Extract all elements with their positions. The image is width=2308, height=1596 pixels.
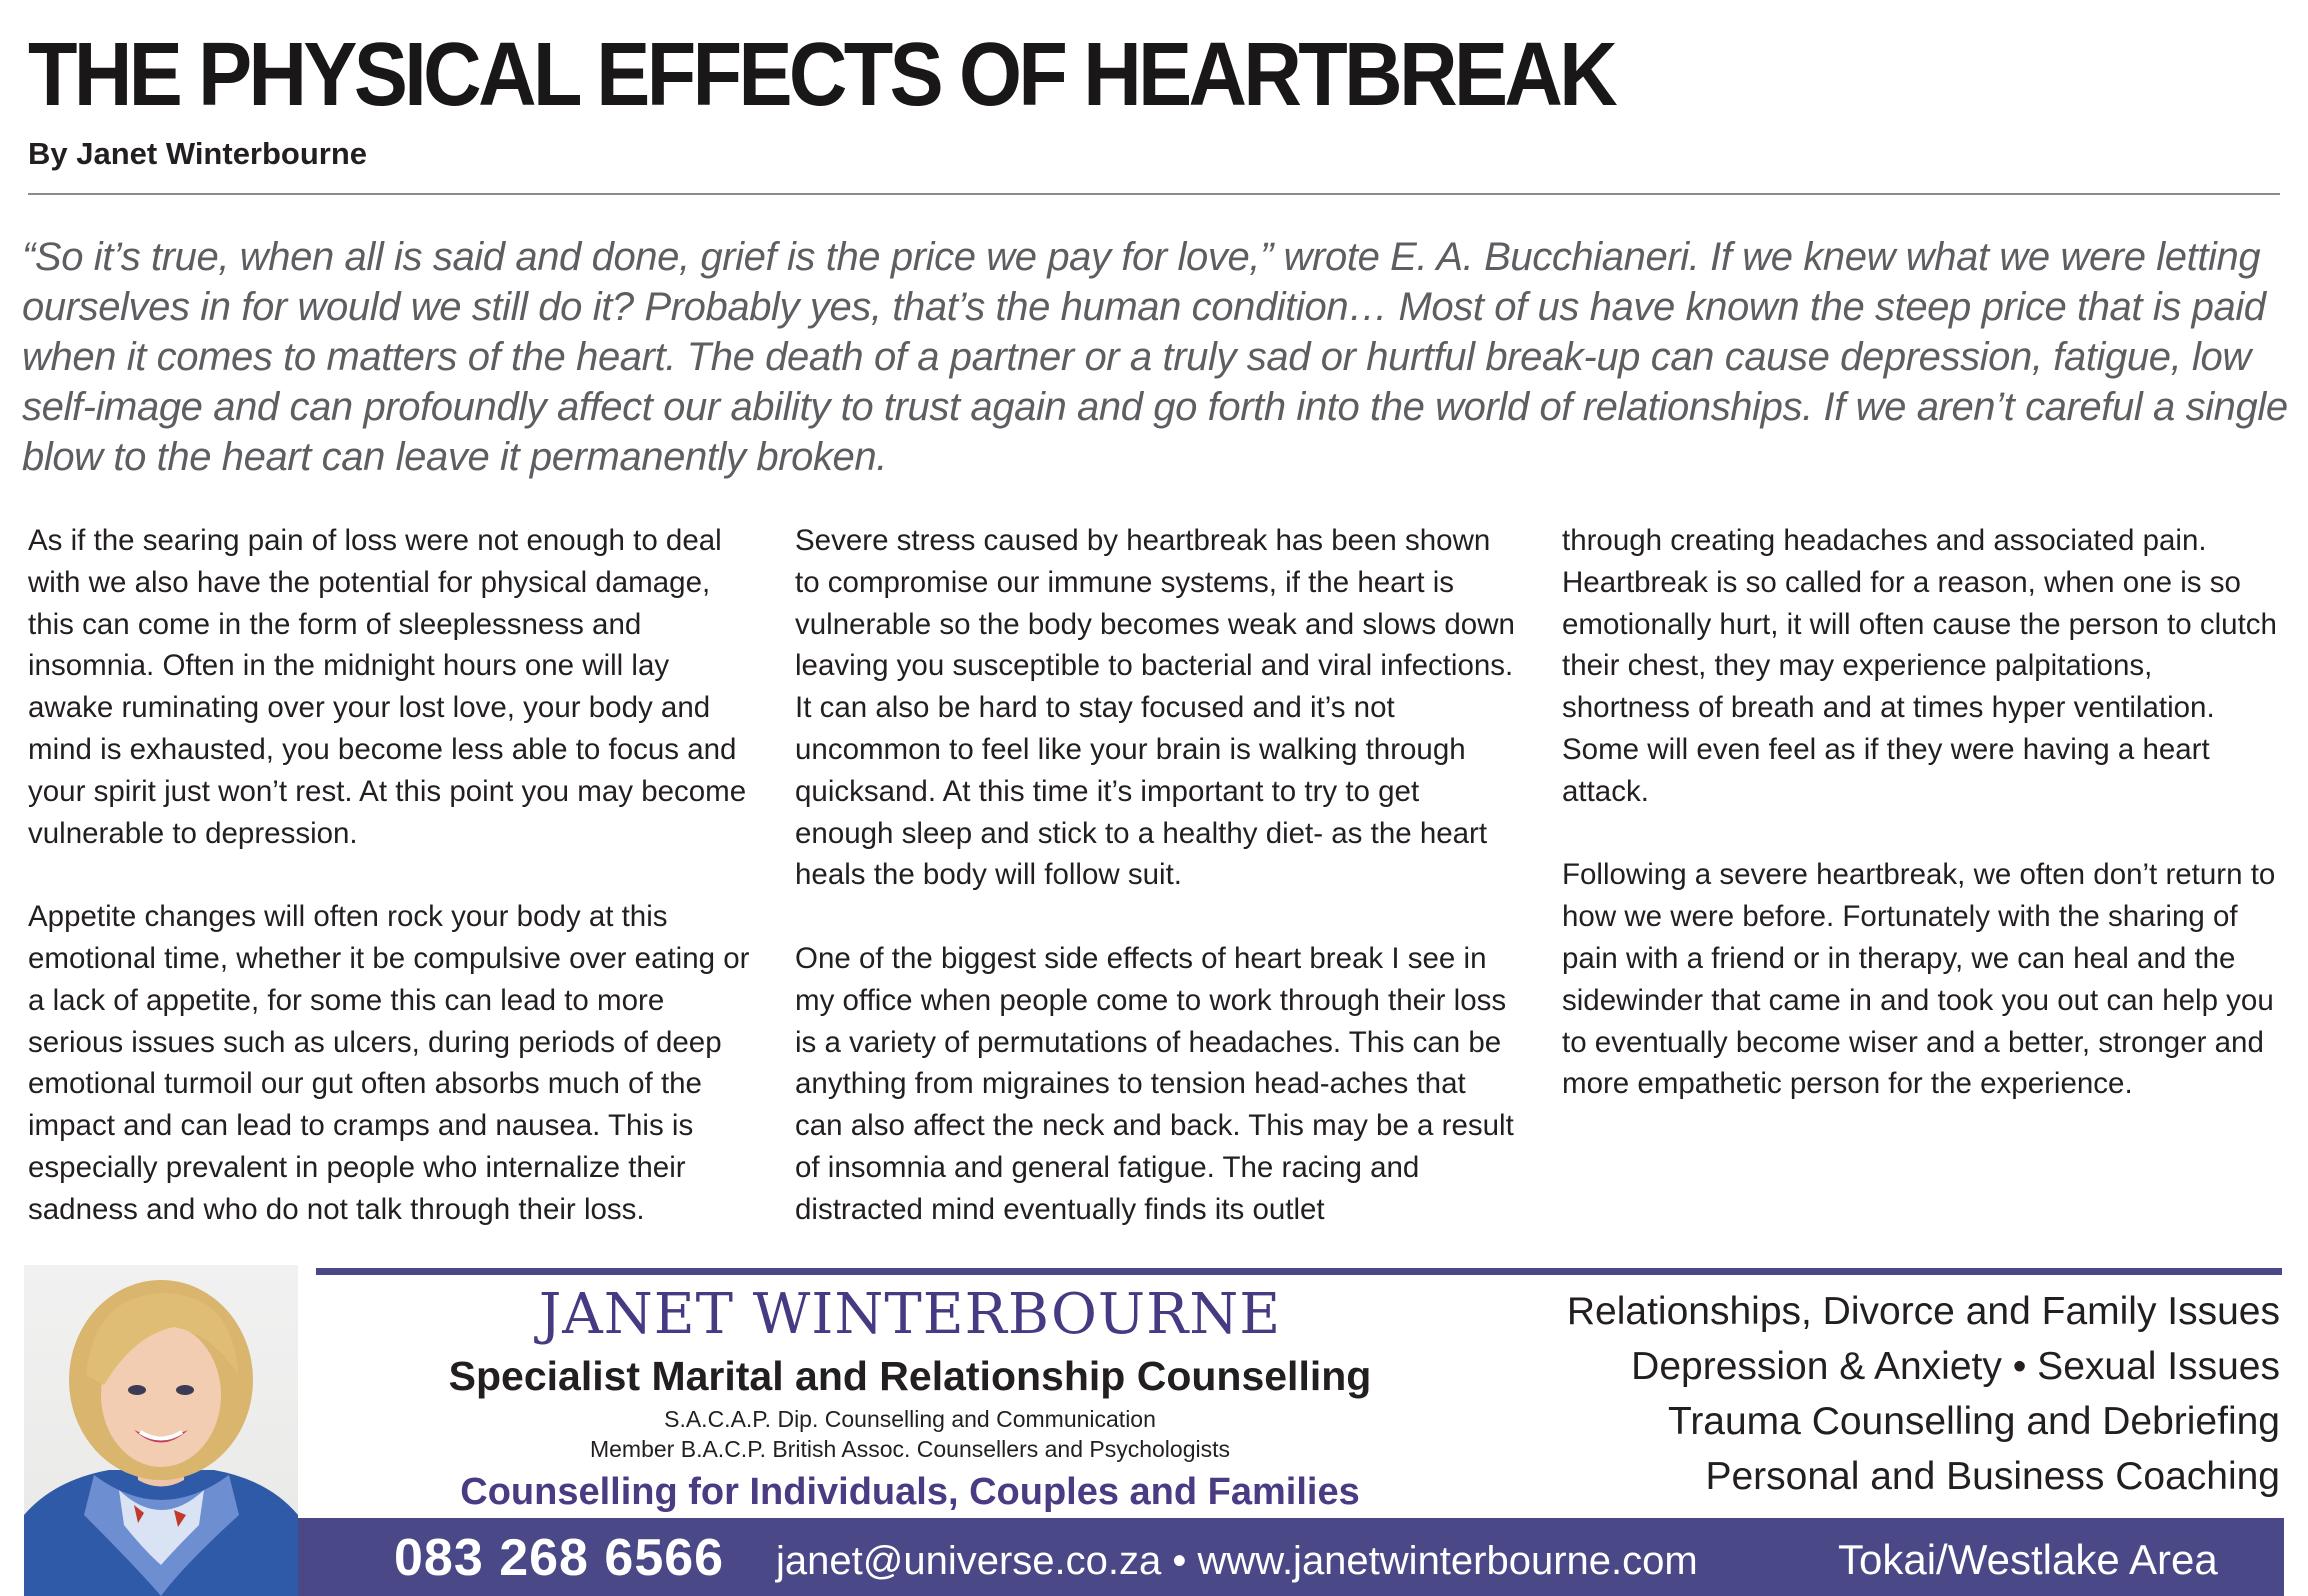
service-item: Personal and Business Coaching: [1705, 1455, 2280, 1498]
counsellor-portrait: [24, 1265, 298, 1596]
service-item: Trauma Counselling and Debriefing: [1667, 1400, 2280, 1443]
phone-number: 083 268 6566: [394, 1529, 725, 1587]
email-and-website: janet@universe.co.za • www.janetwinterbourne.com: [776, 1539, 1698, 1583]
service-item: Relationships, Divorce and Family Issues: [1566, 1290, 2280, 1333]
column-3-paragraph-1: through creating headaches and associated pain. Heartbreak is so called for a reason, when one is so emotionally hurt, it will often cause the person to clutch their chest, they may experience palpitations, shortness of breath and at times hyper ventilation. Some will even feel as if they were having a heart attack.: [1562, 524, 2277, 808]
contact-bar: [298, 1518, 2284, 1596]
column-1-paragraph-1: As if the searing pain of loss were not enough to deal with we also have the potential for physical damage, this can come in the form of sleeplessness and insomnia. Often in the midnight hours one will lay awake ruminating over your lost love, your body and mind is exhausted, you become less able to focus and your spirit just won’t rest. At this point you may become vulnerable to depression.: [28, 524, 747, 850]
ad-top-line: [316, 1268, 2282, 1275]
article-title: THE PHYSICAL EFFECTS OF HEARTBREAK: [28, 25, 1615, 125]
service-item: Depression & Anxiety • Sexual Issues: [1631, 1345, 2280, 1388]
column-2: [795, 520, 1519, 1231]
counselling-tagline: Counselling for Individuals, Couples and Families: [460, 1471, 1360, 1513]
specialist-heading: Specialist Marital and Relationship Counselling: [448, 1353, 1372, 1399]
column-3: [1562, 520, 2286, 1231]
header-rule: [28, 193, 2280, 195]
intro-quote: “So it’s true, when all is said and done, grief is the price we pay for love,” wrote E. A. Bucchianeri. If we knew what we were letting ourselves in for would we still do it? Probably yes, that’s the human condition… Most of us have known the steep price that is paid when it comes to matters of the heart. The death of a partner or a truly sad or hurtful break-up can cause depression, fatigue, low self-image and can profoundly affect our ability to trust again and go forth into the world of relationships. If we aren’t careful a single blow to the heart can leave it permanently broken.: [22, 235, 2288, 479]
column-1: [28, 520, 752, 1231]
article-columns: [28, 520, 2286, 1231]
qualification-1: S.A.C.A.P. Dip. Counselling and Communication: [664, 1406, 1156, 1432]
portrait-illustration: [24, 1265, 298, 1596]
column-3-paragraph-2: Following a severe heartbreak, we often don’t return to how we were before. Fortunately with the sharing of pain with a friend or in therapy, we can heal and the sidewinder that came in and took you out can help you to eventually become wiser and a better, stronger and more empathetic person for the experience.: [1562, 858, 2276, 1101]
counsellor-name: JANET WINTERBOURNE: [538, 1282, 1282, 1347]
column-2-paragraph-1: Severe stress caused by heartbreak has been shown to compromise our immune systems, if the heart is vulnerable so the body becomes weak and slows down leaving you susceptible to bacterial and viral infections. It can also be hard to stay focused and it’s not uncommon to feel like your brain is walking through quicksand. At this time it’s important to try to get enough sleep and stick to a healthy diet- as the heart heals the body will follow suit.: [795, 524, 1515, 892]
byline: By Janet Winterbourne: [28, 136, 368, 171]
service-area: Tokai/Westlake Area: [1838, 1536, 2218, 1583]
qualification-2: Member B.A.C.P. British Assoc. Counsellers and Psychologists: [589, 1436, 1230, 1462]
column-2-paragraph-2: One of the biggest side effects of heart break I see in my office when people come to work through their loss is a variety of permutations of headaches. This can be anything from migraines to tension head-aches that can also affect the neck and back. This may be a result of insomnia and general fatigue. The racing and distracted mind eventually finds its outlet: [795, 941, 1514, 1226]
services-list: [1567, 1284, 2280, 1504]
column-1-paragraph-2: Appetite changes will often rock your body at this emotional time, whether it be compulsive over eating or a lack of appetite, for some this can lead to more serious issues such as ulcers, during periods of deep emotional turmoil our gut often absorbs much of the impact and can lead to cramps and nausea. This is especially prevalent in people who internalize their sadness and who do not talk through their loss.: [28, 900, 750, 1226]
